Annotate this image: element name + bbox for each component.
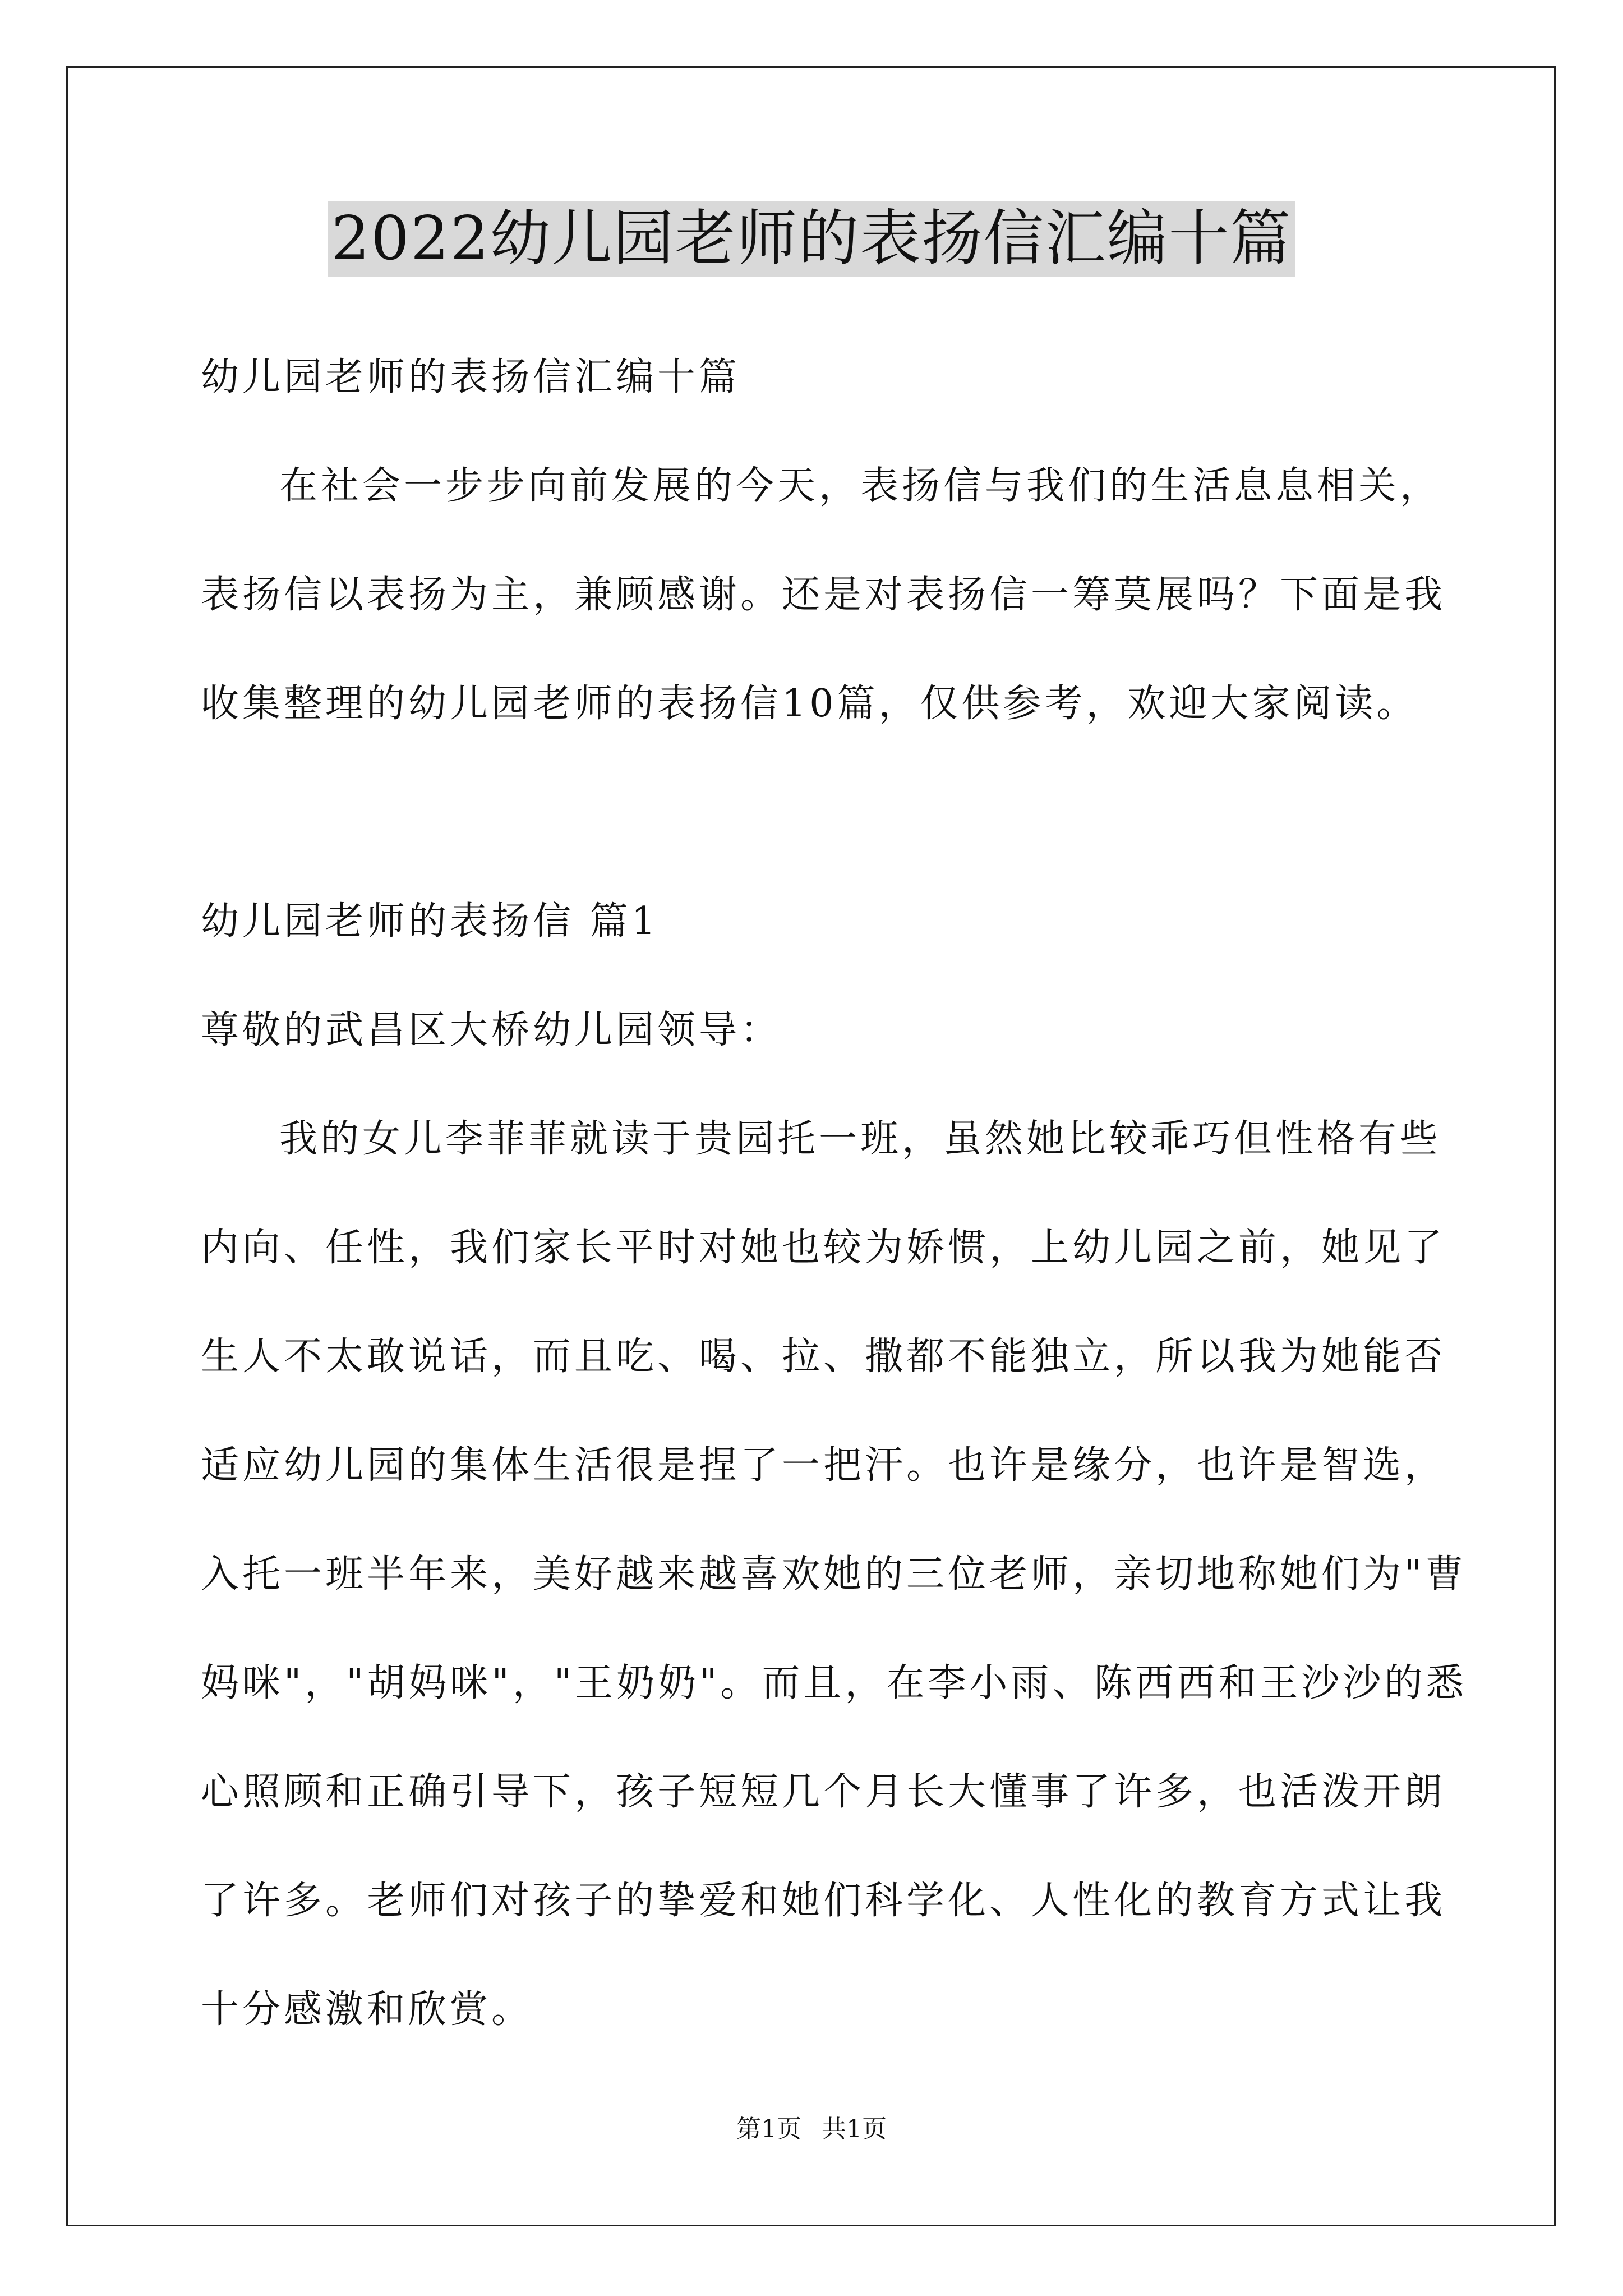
- body-line: 心照顾和正确引导下，孩子短短几个月长大懂事了许多，也活泼开朗: [201, 1770, 1446, 1814]
- intro-line: 表扬信以表扬为主，兼顾感谢。还是对表扬信一筹莫展吗？下面是我: [201, 573, 1446, 617]
- document-subtitle: 幼儿园老师的表扬信汇编十篇: [201, 355, 741, 399]
- title-container: [0, 201, 1623, 277]
- body-line: 内向、任性，我们家长平时对她也较为娇惯，上幼儿园之前，她见了: [201, 1226, 1446, 1270]
- intro-line: 收集整理的幼儿园老师的表扬信10篇，仅供参考，欢迎大家阅读。: [201, 682, 1418, 726]
- body-line: 了许多。老师们对孩子的挚爱和她们科学化、人性化的教育方式让我: [201, 1879, 1446, 1923]
- page-footer: [0, 2114, 1623, 2145]
- section-heading: 幼儿园老师的表扬信 篇1: [201, 899, 659, 944]
- document-title: 2022幼儿园老师的表扬信汇编十篇: [328, 201, 1295, 277]
- page-number-total: 共1页: [822, 2115, 887, 2143]
- body-line: 适应幼儿园的集体生活很是捏了一把汗。也许是缘分，也许是智选，: [201, 1443, 1446, 1488]
- body-line: 入托一班半年来，美好越来越喜欢她的三位老师，亲切地称她们为"曹: [201, 1552, 1467, 1596]
- body-line: 生人不太敢说话，而且吃、喝、拉、撒都不能独立，所以我为她能否: [201, 1335, 1446, 1379]
- body-line: 妈咪"，"胡妈咪"，"王奶奶"。而且，在李小雨、陈西西和王沙沙的悉: [201, 1661, 1468, 1705]
- body-line: 我的女儿李菲菲就读于贵园托一班，虽然她比较乖巧但性格有些: [279, 1117, 1442, 1161]
- intro-line: 在社会一步步向前发展的今天，表扬信与我们的生活息息相关，: [279, 464, 1442, 508]
- page-number-current: 第1页: [736, 2115, 801, 2143]
- body-line: 十分感激和欣赏。: [201, 1987, 533, 2032]
- salutation: 尊敬的武昌区大桥幼儿园领导：: [201, 1008, 782, 1052]
